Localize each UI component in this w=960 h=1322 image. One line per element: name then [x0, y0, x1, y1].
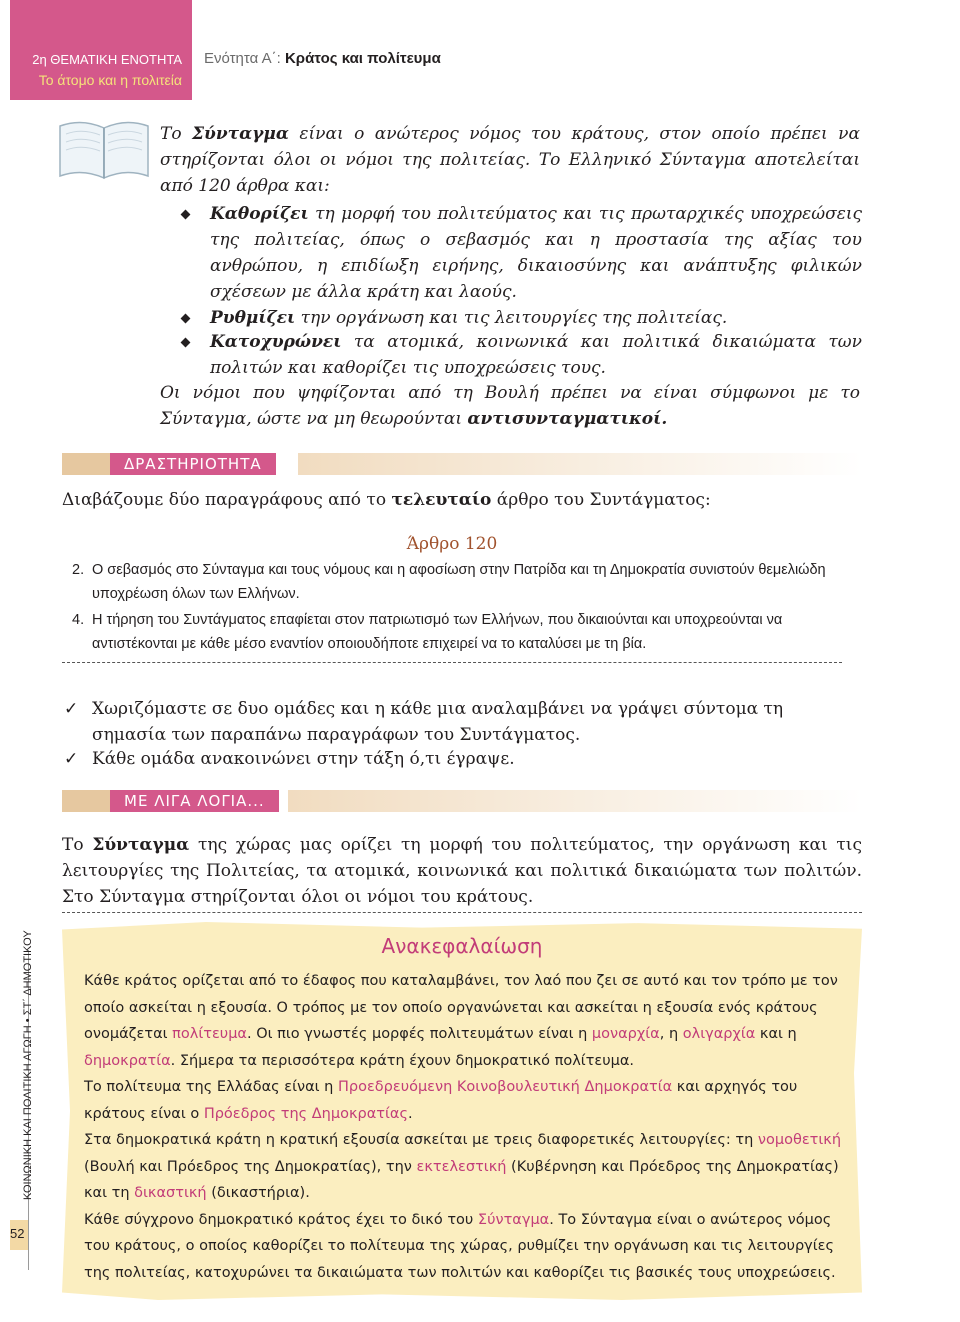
- list-item: Ρυθμίζει την οργάνωση και τις λειτουργίες της πολιτείας.: [182, 305, 862, 331]
- intro-paragraph: Το Σύνταγμα είναι ο ανώτερος νόμος του κράτους, στον οποίο πρέπει να στηρίζονται όλοι οι νόμοι της πολιτείας. Το Ελληνικό Σύνταγμα αποτελείται από 120 άρθρα και:: [160, 124, 860, 196]
- recap-title: Ανακεφαλαίωση: [381, 934, 543, 958]
- list-item: 4. Η τήρηση του Συντάγματος επαφίεται στον πατριωτισμό των Ελλήνων, που δικαιούνται και υποχρεούνται να αντιστέκονται με κάθε μέσο εναντίον οποιουδήποτε επιχειρεί να το καταλύσει με τη βία.: [72, 612, 783, 652]
- constitution-term: Σύνταγμα: [192, 124, 289, 144]
- list-item: Κατοχυρώνει τα ατομικά, κοινωνικά και πολιτικά δικαιώματα των πολιτών και καθορίζει τις υποχρεώσεις τους.: [182, 329, 862, 381]
- unit-title: Το άτομο και η πολιτεία: [38, 72, 182, 88]
- section-prefix: Ενότητα Α΄:: [204, 50, 281, 67]
- section-title: Κράτος και πολίτευμα: [284, 50, 441, 67]
- activity-bar: [62, 453, 862, 475]
- list-item: 2. Ο σεβασμός στο Σύνταγμα και τους νόμους και η αφοσίωση στην Πατρίδα και τη Δημοκρατία συνιστούν θεμελιώδη υποχρέωση όλων των Ελλήνων.: [72, 562, 826, 602]
- recap-body: [84, 968, 844, 1286]
- recap-paragraph: Το πολίτευμα της Ελλάδας είναι η Προεδρευόμενη Κοινοβουλευτική Δημοκρατία και αρχηγός του κράτους είναι ο Πρόεδρος της Δημοκρατίας.: [84, 1079, 798, 1122]
- divider: [62, 912, 862, 913]
- activity-label: ΔΡΑΣΤΗΡΙΟΤΗΤΑ: [110, 453, 276, 475]
- article-title: Άρθρο 120: [406, 534, 498, 554]
- check-icon: ✓: [64, 699, 79, 719]
- bullet-diamond-icon: [181, 338, 191, 348]
- summary-paragraph: Το Σύνταγμα της χώρας μας ορίζει τη μορφή του πολιτεύματος, την οργάνωση και τις λειτουργίες της Πολιτείας, τα ατομικά, κοινωνικά και πολιτικά δικαιώματα των πολιτών. Στο Σύνταγμα στηρίζονται όλοι οι νόμοι του κράτους.: [62, 835, 862, 907]
- unit-banner: [10, 0, 192, 100]
- recap-paragraph: Στα δημοκρατικά κράτη η κρατική εξουσία ασκείται με τρεις διαφορετικές λειτουργίες: τη νομοθετική (Βουλή και Πρόεδρος της Δημοκρατίας), την εκτελεστική (Κυβέρνηση και Πρόεδρος της Δημοκρατίας) και τη δικαστική (δικαστήρια).: [84, 1132, 842, 1201]
- closing-paragraph: Οι νόμοι που ψηφίζονται από τη Βουλή πρέπει να είναι σύμφωνοι με το Σύνταγμα, ώστε να μη θεωρούνται αντισυνταγματικοί.: [160, 383, 860, 429]
- few-words-bar: [62, 790, 862, 812]
- check-icon: ✓: [64, 749, 79, 769]
- open-book-icon: [54, 112, 154, 184]
- activity-intro: Διαβάζουμε δύο παραγράφους από το τελευταίο άρθρο του Συντάγματος:: [62, 490, 711, 510]
- task-item: ✓ Χωριζόμαστε σε δυο ομάδες και η κάθε μια αναλαμβάνει να γράψει σύντομα τη σημασία των παραπάνω παραγράφων του Συντάγματος.: [92, 696, 862, 748]
- page-number: 52: [10, 1226, 25, 1241]
- recap-paragraph: Κάθε κράτος ορίζεται από το έδαφος που καταλαμβάνει, τον λαό που ζει σε αυτό και τον τρόπο με τον οποίο ασκείται η εξουσία. Ο τρόπος με τον οποίο οργανώνεται και ασκείται η εξουσία ενός κράτους ονομάζεται πολίτευμα. Οι πιο γνωστές μορφές πολιτευμάτων είναι η μοναρχία, η ολιγαρχία και η δημοκρατία. Σήμερα τα περισσότερα κράτη έχουν δημοκρατικό πολίτευμα.: [84, 973, 838, 1069]
- book-title-vertical: ΚΟΙΝΩΝΙΚΗ ΚΑΙ ΠΟΛΙΤΙΚΗ ΑΓΩΓΗ • ΣΤ΄ ΔΗΜΟΤΙΚΟΥ: [22, 930, 34, 1200]
- unit-number: 2η ΘΕΜΑΤΙΚΗ ΕΝΟΤΗΤΑ: [32, 52, 182, 67]
- recap-paragraph: Κάθε σύγχρονο δημοκρατικό κράτος έχει το δικό του Σύνταγμα. Το Σύνταγμα είναι ο ανώτερος νόμος του κράτους, ο οποίος καθορίζει το πολίτευμα της χώρας, ρυθμίζει την οργάνωση και τις λειτουργίες της πολιτείας, κατοχυρώνει τα δικαιώματα των πολιτών και καθορίζει τις βασικές τους υποχρεώσεις.: [84, 1211, 836, 1281]
- list-item: Καθορίζει τη μορφή του πολιτεύματος και τις πρωταρχικές υποχρεώσεις της πολιτείας, όπως ο σεβασμός και η προστασία της αξίας του ανθρώπου, η επιδίωξη ειρήνης, δικαιοσύνης και ανάπτυξης φιλικών σχέσεων με άλλα κράτη και λαούς.: [182, 201, 862, 305]
- article-excerpt: [62, 558, 842, 656]
- few-words-label: ΜΕ ΛΙΓΑ ΛΟΓΙΑ...: [110, 790, 279, 812]
- bullet-diamond-icon: [181, 314, 191, 324]
- divider: [62, 662, 842, 663]
- task-item: ✓ Κάθε ομάδα ανακοινώνει στην τάξη ό,τι έγραψε.: [92, 746, 862, 772]
- bullet-diamond-icon: [181, 210, 191, 220]
- section-heading: [204, 50, 441, 67]
